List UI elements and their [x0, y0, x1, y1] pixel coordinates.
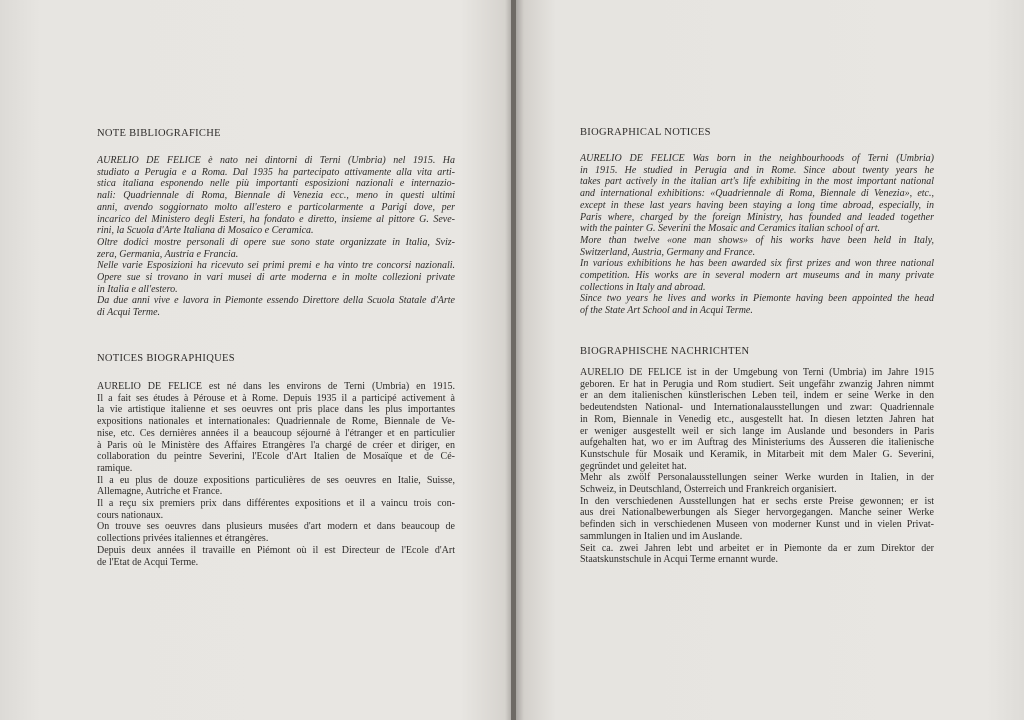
text-line: Oltre dodici mostre personali di opere sue sono state organizzate in Italia, Sviz-	[97, 236, 455, 248]
text-line: la vie artistique italienne et ses oeuvres ont pris place dans les plus importantes	[97, 404, 455, 416]
text-line: On trouve ses oeuvres dans plusieurs musées d'art modern et dans beaucoup de	[97, 521, 455, 533]
text-line: Il a reçu six premiers prix dans différentes expositions et il a vaincu trois con-	[97, 498, 455, 510]
text-line: stica italiana esponendo nelle più importanti esposizioni nazionali e internazio-	[97, 178, 455, 190]
text-line: expositions nationales et internationales: Quadriennale de Rome, Biennale de Ve-	[97, 416, 455, 428]
text-line: sammlungen in Italien und im Auslande.	[580, 530, 743, 542]
text-line: bedeutendsten National- und Internationalausstellungen und zwar: Quadriennale	[580, 402, 934, 414]
right-page	[516, 0, 1024, 720]
english-heading: BIOGRAPHICAL NOTICES	[580, 127, 711, 138]
text-line: competition. His works are in several modern art museums and in many private	[580, 270, 934, 282]
text-line: In various exhibitions he has been awarded six first prizes and won three national	[580, 258, 934, 270]
french-heading: NOTICES BIOGRAPHIQUES	[97, 353, 235, 364]
text-line: anni, avendo soggiornato molto all'estero e particolarmente a Parigi dove, per	[97, 201, 455, 213]
text-line: er an dem italienischen künstlerischen Leben teil, indem er seine Werke in den	[580, 390, 934, 402]
text-line: aufgehalten hat, wo er im Auftrag des Ministeriums des Äusseren die italienische	[580, 437, 934, 449]
text-line: collaboration du peintre Severini, l'Ecole d'Art Italien de Mosaïque et de Cé-	[97, 451, 455, 463]
text-line: More than twelve «one man shows» of his works have been held in Italy,	[580, 234, 934, 246]
text-line: aus drei Nationalbewerbungen als Sieger hervorgegangen. Manche seiner Werke	[580, 507, 934, 519]
french-biography	[97, 381, 455, 568]
text-line: geboren. Er hat in Perugia und Rom studiert. Seit ungefähr zwanzig Jahren nimmt	[580, 378, 934, 390]
text-line: Opere sue si trovano in vari musei di arte moderna e in molte collezioni private	[97, 272, 455, 284]
text-line: AURELIO DE FELICE ist in der Umgebung von Terni (Umbria) im Jahre 1915	[580, 367, 934, 378]
text-line: Da due anni vive e lavora in Piemonte essendo Direttore della Scuola Statale d'Arte	[97, 295, 455, 307]
text-line: Allemagne, Autriche et France.	[97, 486, 223, 498]
text-line: collections in Italy and abroad.	[580, 281, 706, 293]
text-line: Paris where, charged by the foreign Ministry, has founded and leaded together	[580, 211, 934, 223]
text-line: rini, la Scuola d'Arte Italiana di Mosaico e Ceramica.	[97, 225, 314, 237]
text-line: Switzerland, Austria, Germany and France.	[580, 246, 756, 258]
text-line: Since two years he lives and works in Piemonte having been appointed the head	[580, 293, 934, 305]
text-line: nise, etc. Ces dernières années il a beaucoup séjourné à l'étranger et en particulier	[97, 427, 455, 439]
text-line: Il a eu plus de douze expositions particulières de ses oeuvres en Italie, Suisse,	[97, 474, 455, 486]
text-line: AURELIO DE FELICE Was born in the neighbourhoods of Terni (Umbria)	[580, 153, 934, 164]
text-line: in Rom, Biennale in Venedig etc., ausgestellt hat. In diesen letzten Jahren hat	[580, 413, 934, 425]
text-line: Kunstschule für Mosaik und Keramik, in Mitarbeit mit dem Maler G. Severini,	[580, 448, 934, 460]
text-line: Schweiz, in Deutschland, Österreich und Frankreich organisiert.	[580, 484, 837, 496]
text-line: di Acqui Terme.	[97, 307, 161, 319]
text-line: zera, Germania, Austria e Francia.	[97, 248, 239, 260]
text-line: incarico del Ministero degli Esteri, ha fondato e diretto, insieme al pittore G. Seve-	[97, 213, 455, 225]
text-line: takes part actively in the italian art's life exhibiting in the most important national	[580, 176, 934, 188]
english-biography	[580, 153, 934, 317]
text-line: In den verschiedenen Ausstellungen hat er sechs erste Preise gewonnen; er ist	[580, 495, 934, 507]
text-line: Depuis deux années il travaille en Piémont où il est Directeur de l'Ecole d'Art	[97, 544, 455, 556]
italian-biography	[97, 155, 455, 319]
text-line: of the State Art School and in Acqui Terme.	[580, 305, 753, 317]
text-line: befinden sich in verschiedenen Museen von moderner Kunst und in vielen Privat-	[580, 519, 934, 531]
text-line: er weniger ausgestellt weil er sich lange im Auslande und besonders in Paris	[580, 425, 934, 437]
text-line: à Paris où le Ministère des Affaires Etrangères l'a chargé de créer et diriger, en	[97, 439, 455, 451]
text-line: Mehr als zwölf Personalausstellungen seiner Werke wurden in Italien, in der	[580, 472, 934, 484]
text-line: and international exhibitions: «Quadriennale di Roma, Biennale di Venezia», etc.,	[580, 188, 934, 200]
text-line: cours nationaux.	[97, 509, 164, 521]
text-line: gegründet und geleitet hat.	[580, 460, 687, 472]
text-line: nali: Quadriennale di Roma, Biennale di Venezia ecc., meno in questi ultimi	[97, 190, 455, 202]
text-line: AURELIO DE FELICE est né dans les environs de Terni (Umbria) en 1915.	[97, 381, 455, 392]
text-line: except in these last years having been staying a long time abroad, especially, in	[580, 199, 934, 211]
text-line: Nelle varie Esposizioni ha ricevuto sei primi premi e ha vinto tre concorsi nazionali.	[97, 260, 455, 272]
text-line: in Italia e all'estero.	[97, 283, 178, 295]
german-heading: BIOGRAPHISCHE NACHRICHTEN	[580, 346, 750, 357]
text-line: in 1915. He studied in Perugia and in Rome. Since about twenty years he	[580, 164, 934, 176]
text-line: collections privées italiennes et étrangères.	[97, 533, 269, 545]
text-line: with the painter G. Severini the Mosaic and Ceramics italian school of art.	[580, 223, 880, 235]
text-line: Il a fait ses études à Pérouse et à Rome. Depuis 1935 il a participé activement à	[97, 392, 455, 404]
text-line: Seit ca. zwei Jahren lebt und arbeitet er in Piemonte da er zum Direktor der	[580, 542, 934, 554]
text-line: studiato a Perugia e a Roma. Dal 1935 ha partecipato attivamente alla vita arti-	[97, 166, 455, 178]
text-line: ramique.	[97, 462, 133, 474]
italian-heading: NOTE BIBLIOGRAFICHE	[97, 128, 221, 139]
german-biography	[580, 367, 934, 566]
text-line: AURELIO DE FELICE è nato nei dintorni di Terni (Umbria) nel 1915. Ha	[97, 155, 455, 166]
text-line: de l'Etat de Acqui Terme.	[97, 556, 199, 568]
text-line: Staatskunstschule in Acqui Terme ernannt wurde.	[580, 554, 778, 566]
